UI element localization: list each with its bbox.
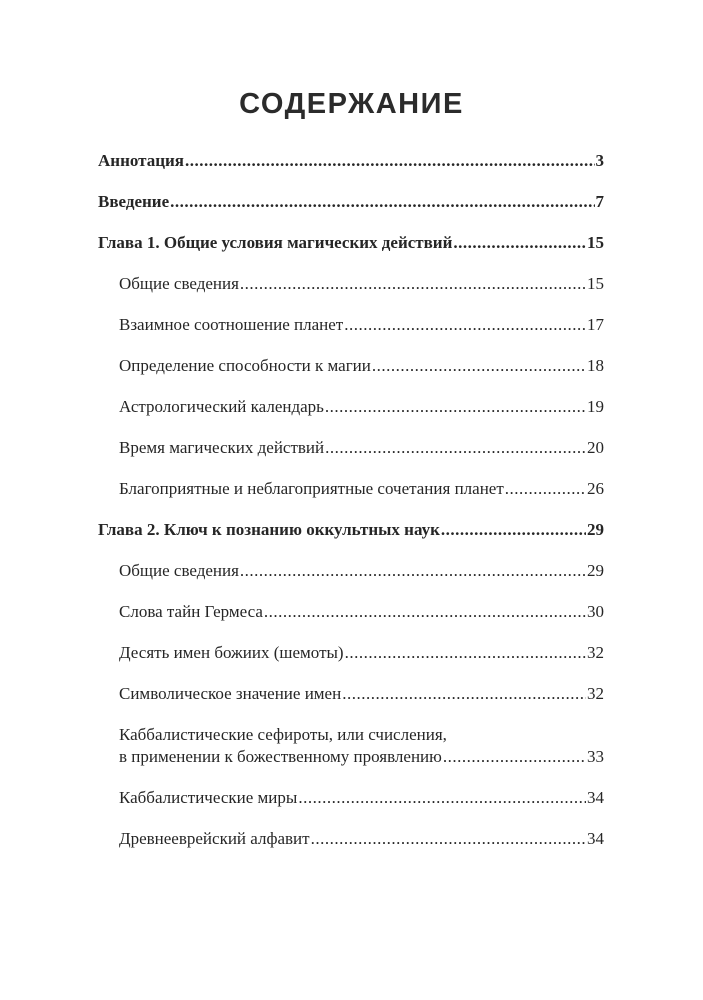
table-of-contents — [98, 150, 604, 850]
page-title: СОДЕРЖАНИЕ — [239, 88, 464, 120]
toc-entry-magic-time[interactable] — [119, 437, 604, 459]
toc-page-number: 18 — [587, 356, 604, 375]
toc-entry-label: Определение способности к магии — [119, 356, 371, 375]
toc-page-number: 3 — [595, 151, 604, 170]
toc-page-number: 29 — [587, 561, 604, 580]
dot-leader — [325, 396, 586, 418]
toc-entry-label: Благоприятные и неблагоприятные сочетания планет — [119, 479, 504, 498]
toc-entry-astrological-calendar[interactable] — [119, 396, 604, 418]
toc-page-number: 33 — [587, 747, 604, 766]
dot-leader — [443, 746, 586, 768]
dot-leader — [441, 519, 586, 541]
toc-entry-label-line-2: в применении к божественному проявлению — [119, 747, 442, 766]
toc-entry-chapter-1[interactable] — [98, 232, 604, 254]
toc-entry-label: Введение — [98, 192, 170, 211]
toc-page-number: 32 — [587, 684, 604, 703]
dot-leader — [170, 191, 594, 213]
toc-page-number: 34 — [587, 829, 604, 848]
dot-leader — [345, 642, 586, 664]
dot-leader — [311, 828, 586, 850]
toc-page-number: 15 — [587, 274, 604, 293]
dot-leader — [240, 560, 586, 582]
dot-leader — [505, 478, 586, 500]
dot-leader — [342, 683, 586, 705]
dot-leader — [298, 787, 586, 809]
dot-leader — [344, 314, 586, 336]
toc-page-number: 20 — [587, 438, 604, 457]
toc-entry-label: Общие сведения — [119, 274, 239, 293]
toc-entry-ten-names[interactable] — [119, 642, 604, 664]
toc-entry-hebrew-alphabet[interactable] — [119, 828, 604, 850]
toc-page-number: 17 — [587, 315, 604, 334]
dot-leader — [453, 232, 586, 254]
toc-entry-chapter-2[interactable] — [98, 519, 604, 541]
toc-entry-label: Глава 1. Общие условия магических действий — [98, 233, 453, 252]
dot-leader — [325, 437, 586, 459]
toc-entry-symbolic-names[interactable] — [119, 683, 604, 705]
toc-entry-kabbalistic-worlds[interactable] — [119, 787, 604, 809]
toc-page-number: 32 — [587, 643, 604, 662]
dot-leader — [185, 150, 595, 172]
toc-page-number: 15 — [587, 233, 604, 252]
toc-entry-label: Древнееврейский алфавит — [119, 829, 310, 848]
toc-entry-label: Десять имен божиих (шемоты) — [119, 643, 344, 662]
toc-entry-sephiroth[interactable] — [119, 724, 604, 768]
toc-page-number: 34 — [587, 788, 604, 807]
toc-entry-planet-relations[interactable] — [119, 314, 604, 336]
dot-leader — [372, 355, 586, 377]
toc-page-number: 19 — [587, 397, 604, 416]
toc-entry-label: Слова тайн Гермеса — [119, 602, 263, 621]
toc-page-number: 7 — [595, 192, 604, 211]
toc-entry-introduction[interactable] — [98, 191, 604, 213]
toc-entry-hermes-words[interactable] — [119, 601, 604, 623]
toc-entry-general-info-2[interactable] — [119, 560, 604, 582]
toc-entry-label: Взаимное соотношение планет — [119, 315, 344, 334]
toc-entry-label: Общие сведения — [119, 561, 239, 580]
toc-entry-magic-ability[interactable] — [119, 355, 604, 377]
toc-page-number: 29 — [587, 520, 604, 539]
toc-entry-label-line-1: Каббалистические сефироты, или счисления, — [119, 725, 447, 744]
toc-entry-general-info-1[interactable] — [119, 273, 604, 295]
toc-page-number: 26 — [587, 479, 604, 498]
toc-entry-label: Символическое значение имен — [119, 684, 342, 703]
dot-leader — [240, 273, 586, 295]
dot-leader — [264, 601, 586, 623]
toc-entry-label: Астрологический календарь — [119, 397, 324, 416]
toc-page-number: 30 — [587, 602, 604, 621]
toc-entry-label: Глава 2. Ключ к познанию оккультных наук — [98, 520, 440, 539]
toc-entry-label: Время магических действий — [119, 438, 325, 457]
toc-entry-planet-combinations[interactable] — [119, 478, 604, 500]
toc-entry-label: Аннотация — [98, 151, 184, 170]
toc-entry-line-2 — [119, 746, 604, 768]
toc-entry-label: Каббалистические миры — [119, 788, 298, 807]
toc-entry-annotation[interactable] — [98, 150, 604, 172]
